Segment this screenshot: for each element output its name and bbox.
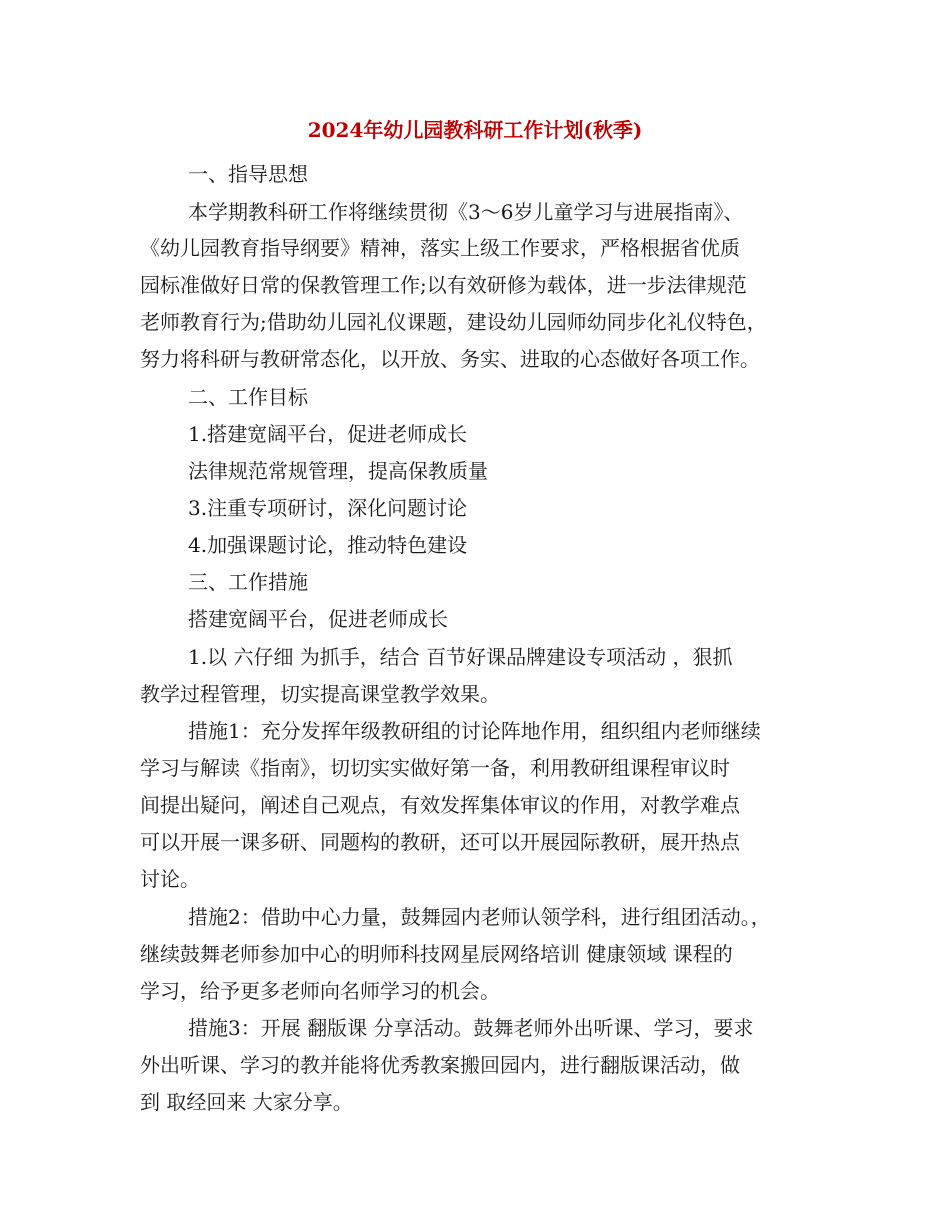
section-heading-2: 二、工作目标: [188, 385, 308, 409]
paragraph-line: 学习，给予更多老师向名师学习的机会。: [140, 979, 500, 1003]
paragraph-line: 外出听课、学习的教并能将优秀教案搬回园内，进行翻版课活动，做: [140, 1053, 740, 1077]
section-heading-3: 三、工作措施: [188, 570, 308, 594]
paragraph-line: 继续鼓舞老师参加中心的明师科技网星辰网络培训 健康领域 课程的: [140, 942, 733, 966]
section-heading-1: 一、指导思想: [188, 162, 308, 186]
paragraph-line: 《幼儿园教育指导纲要》精神，落实上级工作要求，严格根据省优质: [140, 236, 740, 260]
paragraph-line: 本学期教科研工作将继续贯彻《3～6岁儿童学习与进展指南》、: [188, 200, 744, 224]
paragraph-line: 间提出疑问，阐述自己观点，有效发挥集体审议的作用，对教学难点: [140, 793, 740, 817]
sub-heading: 搭建宽阔平台，促进老师成长: [188, 607, 448, 631]
paragraph-line: 教学过程管理，切实提高课堂教学效果。: [140, 682, 500, 706]
paragraph-line: 可以开展一课多研、同题构的教研，还可以开展园际教研，展开热点: [140, 830, 740, 854]
paragraph-line: 园标准做好日常的保教管理工作;以有效研修为载体，进一步法律规范: [140, 273, 747, 297]
goal-item: 4.加强课题讨论，推动特色建设: [188, 533, 468, 557]
paragraph-line: 学习与解读《指南》，切切实实做好第一备，利用教研组课程审议时: [140, 756, 730, 780]
paragraph-line: 1.以 六仔细 为抓手，结合 百节好课品牌建设专项活动 ，狠抓: [188, 645, 733, 669]
goal-item: 1.搭建宽阔平台，促进老师成长: [188, 422, 468, 446]
paragraph-line: 措施2：借助中心力量，鼓舞园内老师认领学科，进行组团活动。，: [188, 905, 771, 929]
paragraph-line: 措施1：充分发挥年级教研组的讨论阵地作用，组织组内老师继续: [188, 719, 761, 743]
paragraph-line: 到 取经回来 大家分享。: [140, 1090, 353, 1114]
document-title: 2024年幼儿园教科研工作计划(秋季): [307, 118, 643, 142]
paragraph-line: 努力将科研与教研常态化，以开放、务实、进取的心态做好各项工作。: [140, 347, 760, 371]
goal-item: 3.注重专项研讨，深化问题讨论: [188, 496, 468, 520]
paragraph-line: 讨论。: [140, 867, 200, 891]
paragraph-line: 老师教育行为;借助幼儿园礼仪课题，建设幼儿园师幼同步化礼仪特色，: [140, 310, 767, 334]
paragraph-line: 措施3：开展 翻版课 分享活动。鼓舞老师外出听课、学习，要求: [188, 1016, 754, 1040]
goal-item: 法律规范常规管理，提高保教质量: [188, 459, 488, 483]
